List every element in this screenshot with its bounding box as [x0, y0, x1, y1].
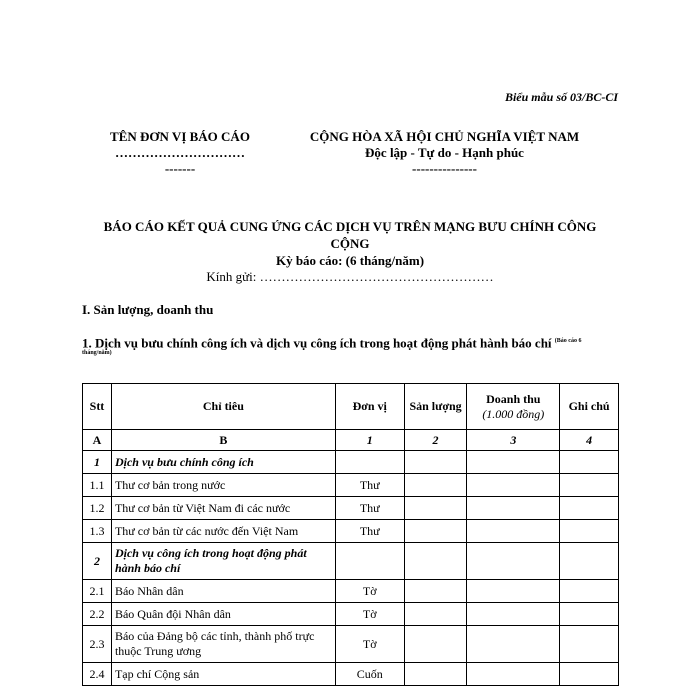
- report-period: Kỳ báo cáo: (6 tháng/năm): [275, 253, 425, 268]
- row-ghi-chu: [560, 474, 619, 497]
- row-doanh-thu: [467, 497, 560, 520]
- recipient-line: Kính gửi: ………………………………………………: [206, 269, 494, 284]
- row-ghi-chu: [560, 451, 619, 474]
- row-ghi-chu: [560, 497, 619, 520]
- header-san-luong: Sản lượng: [404, 384, 467, 430]
- row-doanh-thu: [467, 580, 560, 603]
- header-doanh-thu-label: Doanh thu: [486, 391, 541, 406]
- national-motto-header: [283, 129, 606, 177]
- row-chi-tieu: Báo của Đảng bộ các tỉnh, thành phố trực thuộc Trung ương: [111, 626, 335, 663]
- subsection-note-part2: tháng/năm): [82, 350, 112, 357]
- table-row: [83, 474, 619, 497]
- row-san-luong: [404, 497, 467, 520]
- index-cell: 4: [560, 430, 619, 451]
- row-stt: 2.1: [83, 580, 112, 603]
- row-stt: 1.2: [83, 497, 112, 520]
- row-ghi-chu: [560, 603, 619, 626]
- header-chi-tieu: Chỉ tiêu: [111, 384, 335, 430]
- row-don-vi: Thư: [335, 520, 404, 543]
- section-heading: I. Sản lượng, doanh thu: [82, 302, 214, 317]
- row-san-luong: [404, 663, 467, 686]
- row-ghi-chu: [560, 520, 619, 543]
- report-title-line1: BÁO CÁO KẾT QUẢ CUNG ỨNG CÁC DỊCH VỤ TRÊN MẠNG BƯU CHÍNH CÔNG: [103, 219, 597, 234]
- row-san-luong: [404, 520, 467, 543]
- row-san-luong: [404, 580, 467, 603]
- row-stt: 1.1: [83, 474, 112, 497]
- row-ghi-chu: [560, 543, 619, 580]
- table-row: [83, 580, 619, 603]
- reporting-unit-dots: …………………………: [115, 145, 245, 160]
- row-stt: 2.3: [83, 626, 112, 663]
- header-stt: Stt: [83, 384, 112, 430]
- row-san-luong: [404, 451, 467, 474]
- table-row: [83, 663, 619, 686]
- table-row: [83, 497, 619, 520]
- row-chi-tieu: Thư cơ bản từ các nước đến Việt Nam: [111, 520, 335, 543]
- index-cell: B: [111, 430, 335, 451]
- report-table: [82, 383, 619, 686]
- table-header-row: [83, 384, 619, 430]
- header-don-vi: Đơn vị: [335, 384, 404, 430]
- header-doanh-thu-unit: (1.000 đồng): [482, 406, 545, 421]
- row-doanh-thu: [467, 520, 560, 543]
- reporting-unit-rule: -------: [164, 161, 196, 176]
- row-chi-tieu: Tạp chí Cộng sản: [111, 663, 335, 686]
- reporting-unit-title: TÊN ĐƠN VỊ BÁO CÁO: [110, 129, 250, 144]
- row-don-vi: Thư: [335, 474, 404, 497]
- row-stt: 2.4: [83, 663, 112, 686]
- subsection-text: 1. Dịch vụ bưu chính công ích và dịch vụ công ích trong hoạt động phát hành báo chí: [82, 335, 552, 351]
- row-doanh-thu: [467, 543, 560, 580]
- index-cell: A: [83, 430, 112, 451]
- table-row: [83, 543, 619, 580]
- table-index-row: [83, 430, 619, 451]
- header-doanh-thu: [467, 384, 560, 430]
- row-chi-tieu: Thư cơ bản trong nước: [111, 474, 335, 497]
- row-don-vi: [335, 451, 404, 474]
- row-san-luong: [404, 626, 467, 663]
- row-doanh-thu: [467, 603, 560, 626]
- row-ghi-chu: [560, 626, 619, 663]
- report-title: [78, 218, 622, 269]
- row-san-luong: [404, 603, 467, 626]
- row-doanh-thu: [467, 474, 560, 497]
- form-code: Biểu mẫu số 03/BC-CI: [504, 90, 618, 104]
- index-cell: 2: [404, 430, 467, 451]
- row-stt: 1.3: [83, 520, 112, 543]
- row-stt: 2: [83, 543, 112, 580]
- index-cell: 1: [335, 430, 404, 451]
- table-row: [83, 451, 619, 474]
- row-chi-tieu: Dịch vụ bưu chính công ích: [111, 451, 335, 474]
- reporting-unit-header: [80, 129, 280, 177]
- subsection-note-part1: (Báo cáo 6: [554, 338, 582, 344]
- row-stt: 2.2: [83, 603, 112, 626]
- country-name: CỘNG HÒA XÃ HỘI CHỦ NGHĨA VIỆT NAM: [309, 129, 580, 144]
- row-don-vi: Cuốn: [335, 663, 404, 686]
- row-stt: 1: [83, 451, 112, 474]
- row-chi-tieu: Báo Quân đội Nhân dân: [111, 603, 335, 626]
- table-row: [83, 626, 619, 663]
- index-cell: 3: [467, 430, 560, 451]
- header-ghi-chu: Ghi chú: [560, 384, 619, 430]
- row-don-vi: [335, 543, 404, 580]
- row-don-vi: Tờ: [335, 603, 404, 626]
- report-title-line2: CỘNG: [330, 236, 370, 251]
- row-don-vi: Tờ: [335, 580, 404, 603]
- row-san-luong: [404, 543, 467, 580]
- row-ghi-chu: [560, 580, 619, 603]
- row-chi-tieu: Thư cơ bản từ Việt Nam đi các nước: [111, 497, 335, 520]
- table-row: [83, 603, 619, 626]
- motto: Độc lập - Tự do - Hạnh phúc: [365, 145, 524, 160]
- row-don-vi: Tờ: [335, 626, 404, 663]
- row-don-vi: Thư: [335, 497, 404, 520]
- row-doanh-thu: [467, 451, 560, 474]
- motto-rule: ---------------: [412, 161, 477, 176]
- table-row: [83, 520, 619, 543]
- row-doanh-thu: [467, 626, 560, 663]
- row-chi-tieu: Dịch vụ công ích trong hoạt động phát hành báo chí: [111, 543, 335, 580]
- subsection-heading: [82, 333, 622, 357]
- row-ghi-chu: [560, 663, 619, 686]
- row-chi-tieu: Báo Nhân dân: [111, 580, 335, 603]
- row-doanh-thu: [467, 663, 560, 686]
- row-san-luong: [404, 474, 467, 497]
